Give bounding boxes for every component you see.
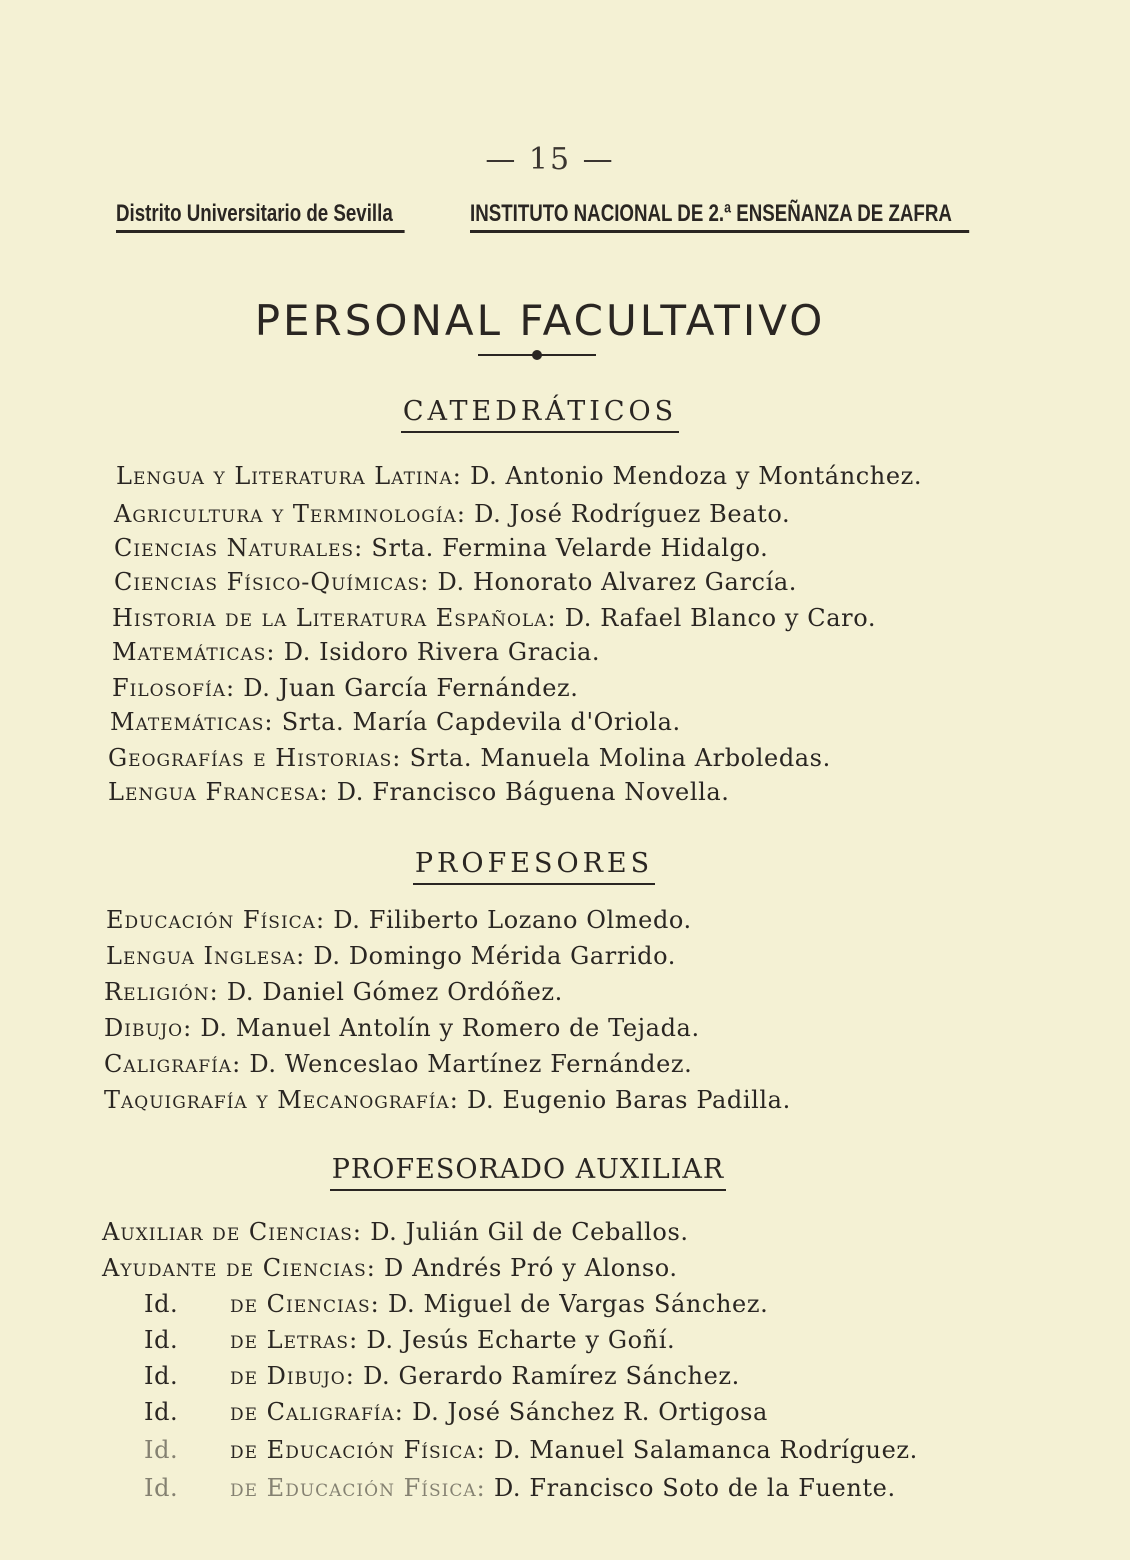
list-item: Agricultura y Terminología: D. José Rodríguez Beato.: [114, 500, 791, 528]
list-item: Taquigrafía y Mecanografía: D. Eugenio Baras Padilla.: [104, 1086, 791, 1114]
list-item: Ciencias Naturales: Srta. Fermina Velarde Hidalgo.: [114, 534, 769, 562]
list-item: Id. de Ciencias: D. Miguel de Vargas Sánchez.: [144, 1290, 769, 1318]
list-item: Lengua Francesa: D. Francisco Báguena Novella.: [108, 778, 730, 806]
list-item: Caligrafía: D. Wenceslao Martínez Fernández.: [104, 1050, 693, 1078]
list-item: Matemáticas: Srta. María Capdevila d'Oriola.: [110, 708, 681, 736]
page-title: PERSONAL FACULTATIVO: [254, 296, 826, 345]
list-item: Religión: D. Daniel Gómez Ordóñez.: [104, 978, 563, 1006]
list-item: Id. de Letras: D. Jesús Echarte y Goñí.: [144, 1326, 676, 1354]
list-item: Auxiliar de Ciencias: D. Julián Gil de Ceballos.: [102, 1218, 689, 1246]
list-item: Lengua Inglesa: D. Domingo Mérida Garrido.: [106, 942, 677, 970]
header-district: Distrito Universitario de Sevilla: [116, 200, 405, 233]
list-item: Id. de Educación Física: D. Francisco Soto de la Fuente.: [144, 1474, 896, 1502]
list-item: Ayudante de Ciencias: D Andrés Pró y Alonso.: [102, 1254, 678, 1282]
page-number: — 15 —: [485, 142, 615, 177]
list-item: Id. de Caligrafía: D. José Sánchez R. Ortigosa: [144, 1398, 768, 1426]
header-institute: INSTITUTO NACIONAL DE 2.ª ENSEÑANZA DE ZAFRA: [470, 200, 969, 233]
list-item: Lengua y Literatura Latina: D. Antonio Mendoza y Montánchez.: [116, 462, 923, 490]
list-item: Geografías e Historias: Srta. Manuela Molina Arboledas.: [108, 744, 831, 772]
title-ornament-dot: [532, 350, 542, 360]
list-item: Matemáticas: D. Isidoro Rivera Gracia.: [112, 638, 601, 666]
list-item: Id. de Educación Física: D. Manuel Salamanca Rodríguez.: [144, 1436, 918, 1464]
list-item: Historia de la Literatura Española: D. Rafael Blanco y Caro.: [112, 604, 877, 632]
list-item: Dibujo: D. Manuel Antolín y Romero de Tejada.: [104, 1014, 700, 1042]
list-item: Ciencias Físico-Químicas: D. Honorato Alvarez García.: [114, 568, 797, 596]
section-title-profesorado-auxiliar: PROFESORADO AUXILIAR: [0, 1154, 1056, 1191]
section-title-catedraticos: CATEDRÁTICOS: [0, 396, 1080, 433]
section-title-profesores: PROFESORES: [0, 848, 1068, 885]
list-item: Id. de Dibujo: D. Gerardo Ramírez Sánchez.: [144, 1362, 740, 1390]
list-item: Educación Física: D. Filiberto Lozano Olmedo.: [106, 906, 692, 934]
list-item: Filosofía: D. Juan García Fernández.: [112, 674, 579, 702]
